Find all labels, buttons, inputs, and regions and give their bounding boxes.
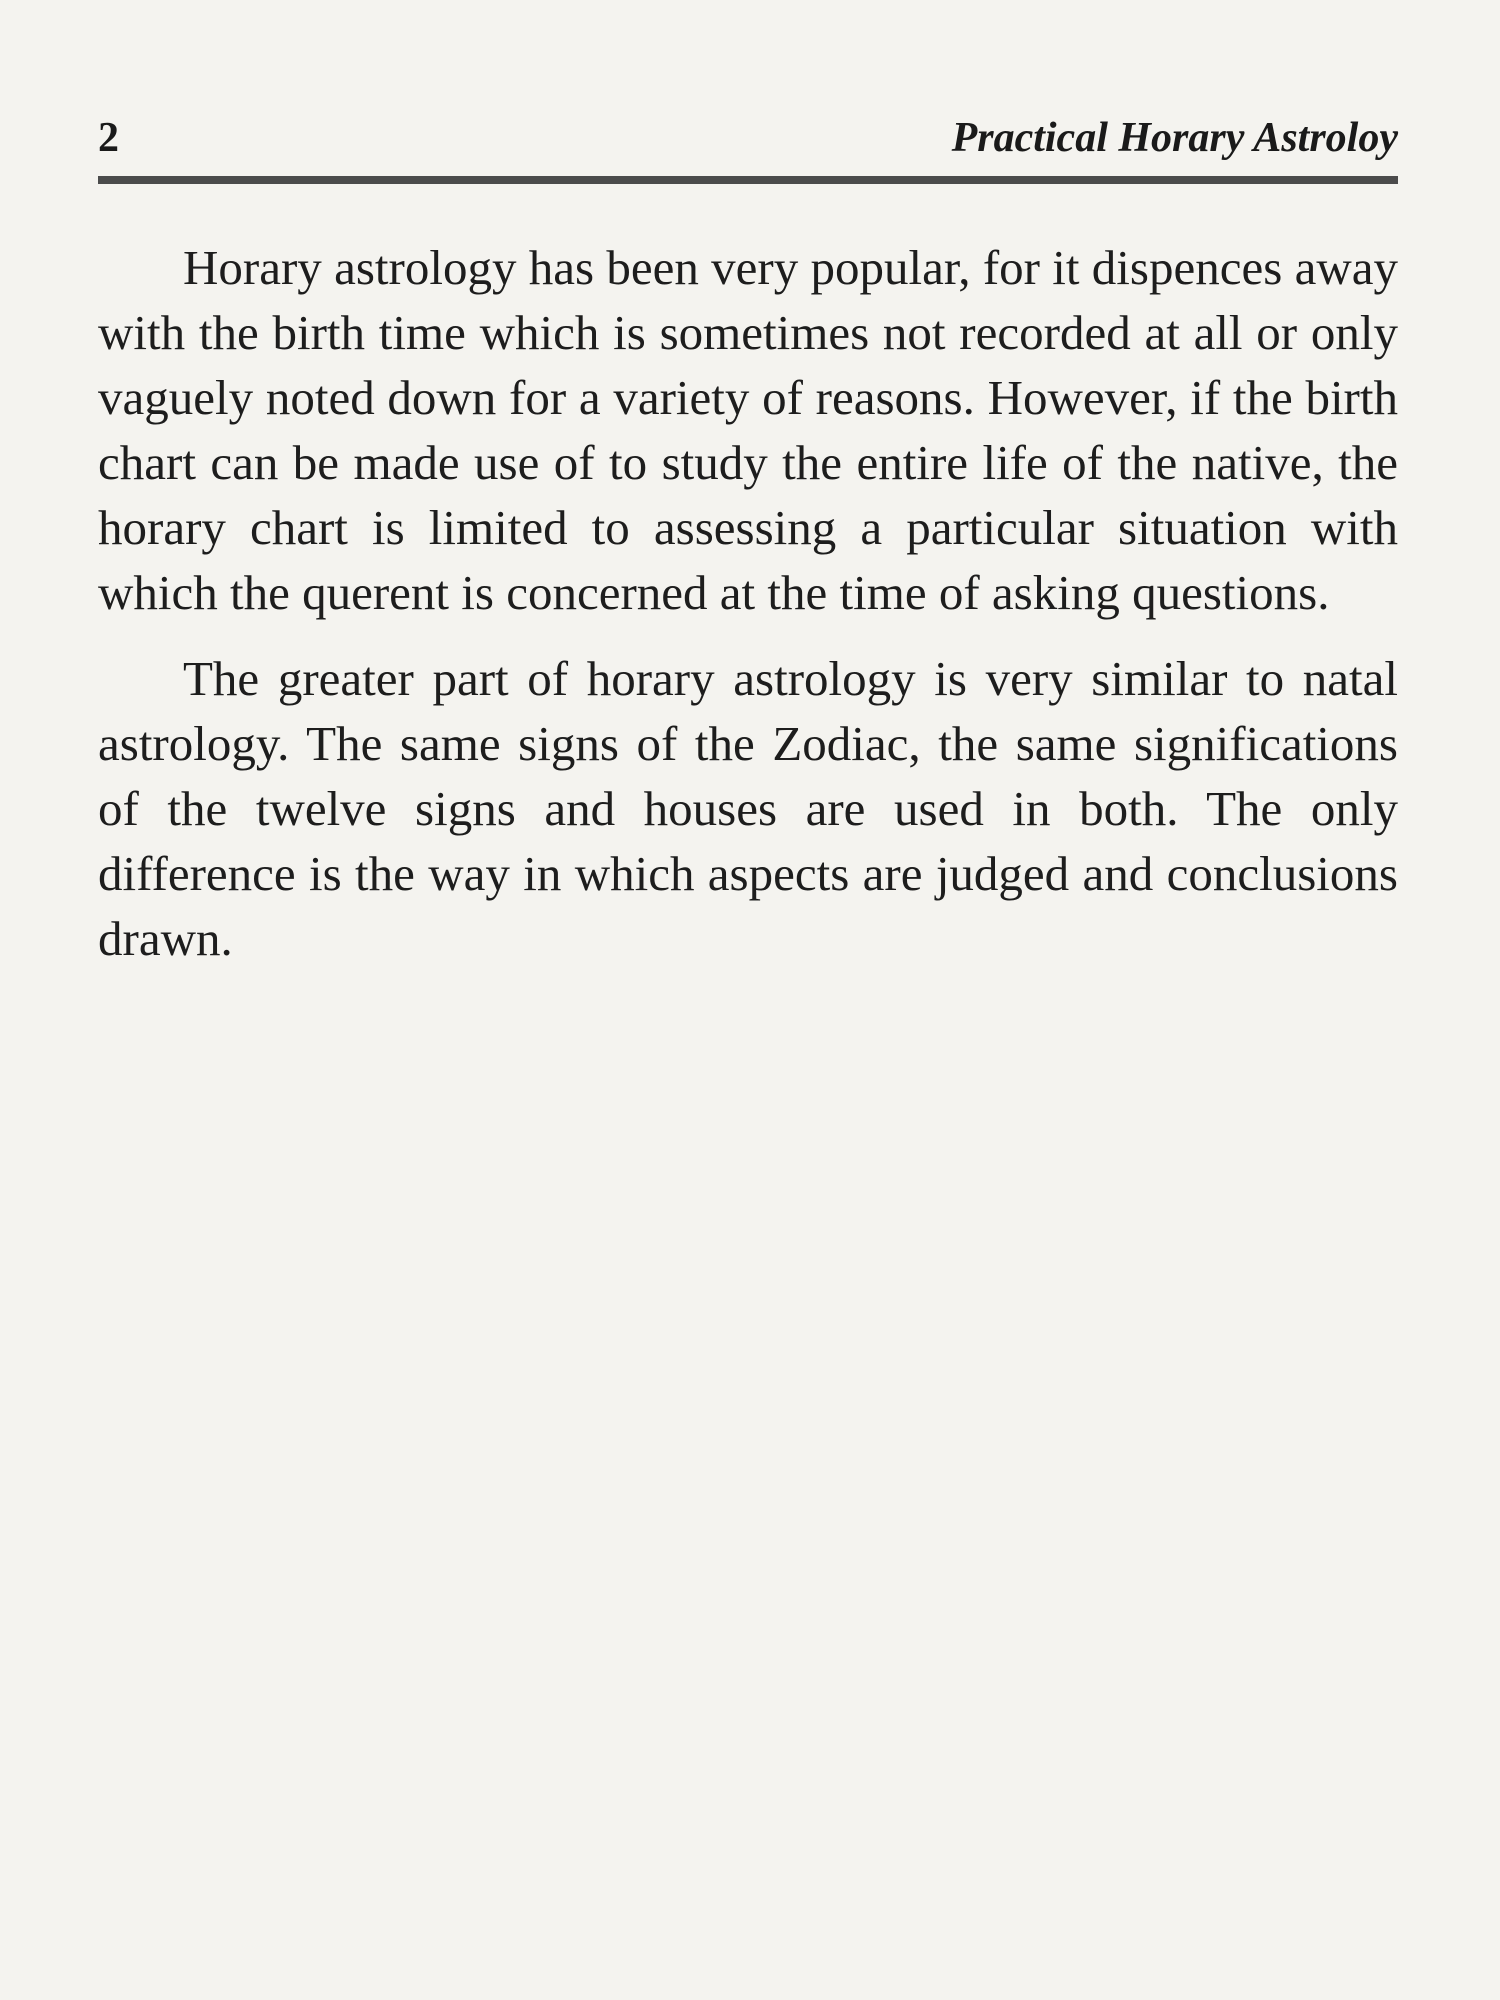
header-rule [98, 176, 1398, 184]
bleed-through-text [85, 1040, 1415, 1970]
running-title: Practical Horary Astroloy [951, 115, 1398, 161]
paragraph: Horary astrology has been very popular, for it dispences away with the birth time which is sometimes not recorded at all or only vaguely noted down for a variety of reasons. However, if the birth chart can be made use of to study the entire life of the native, the horary chart is limited to assessing a particular situation with which the querent is concerned at the time of asking questions. [98, 240, 1398, 620]
page-header [98, 108, 1398, 168]
paragraph: The greater part of horary astrology is very similar to natal astrology. The same signs of the Zodiac, the same significations of the twelve signs and houses are used in both. The only difference is the way in which aspects are judged and conclusions drawn. [98, 651, 1398, 966]
body-text [98, 235, 1398, 992]
page-number: 2 [98, 115, 119, 161]
